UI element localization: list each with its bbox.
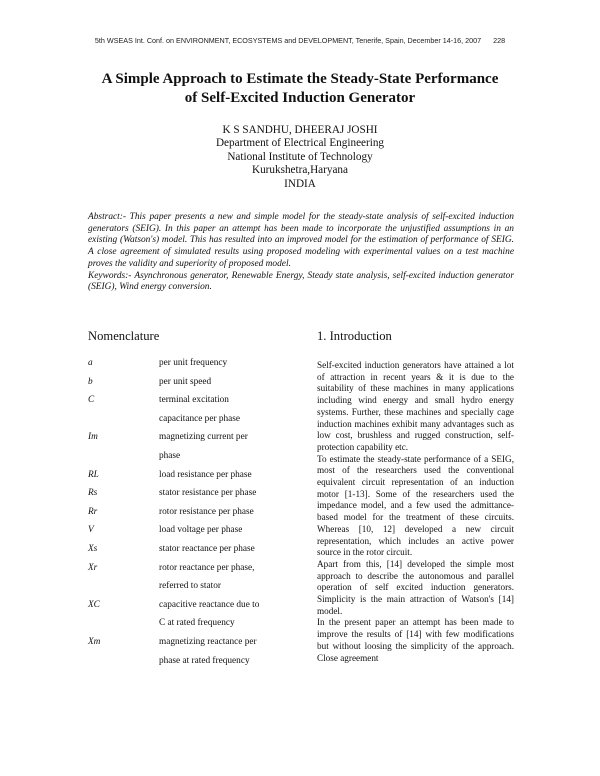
nomenclature-row	[88, 503, 288, 522]
nomenclature-row	[88, 484, 288, 503]
definition: referred to stator	[159, 581, 221, 592]
nomenclature-row	[88, 373, 288, 392]
nomenclature-row	[88, 391, 288, 410]
symbol	[88, 614, 159, 633]
symbol	[88, 447, 159, 466]
nomenclature-row	[88, 577, 288, 596]
symbol: Xr	[88, 562, 98, 573]
introduction-section	[317, 329, 514, 664]
symbol: Rs	[88, 488, 98, 499]
definition: magnetizing reactance per	[159, 636, 257, 647]
nomenclature-section	[88, 329, 288, 670]
symbol: a	[88, 358, 93, 368]
definition: C at rated frequency	[159, 618, 235, 629]
definition: per unit speed	[159, 376, 212, 387]
paragraph: Apart from this, [14] developed the simple most approach to describe the autonomous and parallel operation of self excited induction generators. Simplicity is the main attraction of Watson's [14] model.	[317, 558, 514, 616]
department: Department of Electrical Engineering	[215, 137, 385, 150]
definition: phase at rated frequency	[159, 655, 250, 666]
symbol: Xm	[88, 636, 101, 647]
keywords-text: Keywords:- Asynchronous generator, Renewable Energy, Steady state analysis, self-excited induction generator (SEIG), Wind energy conversion.	[88, 270, 514, 293]
symbol	[88, 652, 159, 671]
author-block	[40, 124, 560, 191]
definition: stator resistance per phase	[159, 488, 257, 499]
nomenclature-row	[88, 614, 288, 633]
nomenclature-row	[88, 410, 288, 429]
nomenclature-heading: Nomenclature	[88, 329, 160, 343]
abstract-text: Abstract:- This paper presents a new and simple model for the steady-state analysis of self-excited induction generators (SEIG). In this paper an attempt has been made to incorporate the unjustified assumptions in an existing (Watson's) model. This has resulted into an improved model for the estimation of performance of SEIG. A close agreement of simulated results using proposed modeling with experimental values on a test machine proves the validity and superiority of proposed model.	[88, 212, 514, 269]
symbol: RL	[88, 469, 99, 480]
nomenclature-row	[88, 466, 288, 485]
symbol	[88, 410, 159, 429]
nomenclature-row	[88, 521, 288, 540]
definition: capacitive reactance due to	[159, 599, 260, 610]
definition: magnetizing current per	[159, 432, 248, 443]
paragraph: Self-excited induction generators have attained a lot of attraction in recent years & it is due to the suitability of these machines in many applications including wind energy and small hydro energy systems. Further, these machines and specially cage induction machines exhibit many advantages such as low cost, brushless and rugged construction, self-protection capability etc.	[317, 360, 514, 452]
introduction-body	[317, 360, 514, 664]
symbol: Im	[88, 432, 98, 443]
author-names: K S SANDHU, DHEERAJ JOSHI	[222, 124, 378, 136]
definition: load resistance per phase	[159, 469, 252, 480]
symbol: Rr	[88, 506, 98, 517]
symbol: V	[88, 525, 94, 536]
title-line-1: A Simple Approach to Estimate the Steady-State Performance	[101, 71, 499, 87]
symbol: XC	[88, 599, 100, 610]
nomenclature-row	[88, 540, 288, 559]
city: Kurukshetra,Haryana	[252, 164, 348, 177]
definition: load voltage per phase	[159, 525, 243, 536]
symbol: C	[88, 395, 95, 406]
conference-line: 5th WSEAS Int. Conf. on ENVIRONMENT, ECOSYSTEMS and DEVELOPMENT, Tenerife, Spain, December 14-16, 2007	[94, 36, 482, 45]
nomenclature-row	[88, 596, 288, 615]
institute: National Institute of Technology	[227, 150, 373, 163]
nomenclature-row	[88, 633, 288, 652]
symbol	[88, 577, 159, 596]
definition: rotor resistance per phase	[159, 506, 254, 517]
title-line-2: of Self-Excited Induction Generator	[184, 90, 416, 106]
nomenclature-list	[88, 354, 288, 670]
paragraph: In the present paper an attempt has been made to improve the results of [14] with few modifications but without loosing the simplicity of the approach. Close agreement	[317, 617, 514, 663]
page-number: 228	[493, 36, 506, 45]
introduction-heading: 1. Introduction	[317, 329, 392, 343]
paper-title	[40, 70, 560, 108]
country: INDIA	[284, 177, 316, 190]
definition: rotor reactance per phase,	[159, 562, 255, 573]
nomenclature-row	[88, 428, 288, 447]
nomenclature-row	[88, 447, 288, 466]
definition: stator reactance per phase	[159, 543, 255, 554]
definition: per unit frequency	[159, 358, 228, 368]
running-header	[0, 36, 600, 45]
symbol: Xs	[88, 543, 98, 554]
paragraph: To estimate the steady-state performance of a SEIG, most of the researchers used the conventional equivalent circuit representation of an induction motor [1-13]. Some of the researchers used the impedance model, and a few used the admittance-based model for the treatment of these circuits. Whereas [10, 12] developed a new circuit representation, which includes an active power source in the rotor circuit.	[317, 453, 514, 558]
nomenclature-row	[88, 652, 288, 671]
nomenclature-row	[88, 354, 288, 373]
symbol: b	[88, 376, 93, 387]
definition: terminal excitation	[159, 395, 229, 406]
nomenclature-row	[88, 559, 288, 578]
abstract-block	[88, 212, 514, 294]
definition: phase	[159, 450, 181, 461]
definition: capacitance per phase	[159, 413, 241, 424]
